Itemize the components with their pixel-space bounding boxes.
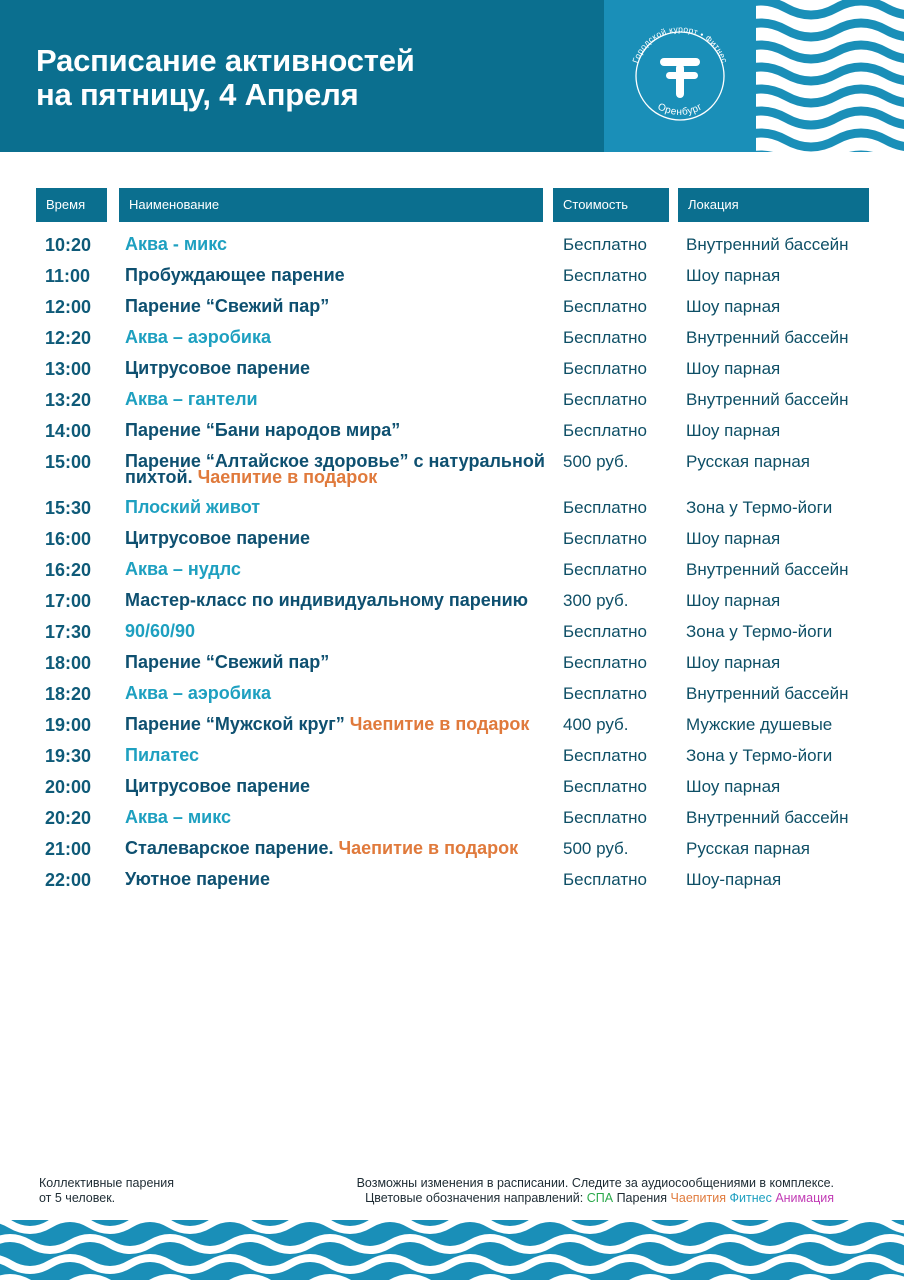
wave-pattern-bottom-icon — [0, 1220, 904, 1280]
row-cost: Бесплатно — [563, 498, 647, 517]
column-header-cost: Стоимость — [553, 188, 669, 222]
row-name-text: Уютное парение — [125, 869, 270, 889]
row-time: 16:20 — [45, 560, 92, 580]
column-header-time: Время — [36, 188, 107, 222]
row-location: Шоу парная — [686, 529, 781, 548]
row-time: 12:20 — [45, 328, 92, 348]
footer-note-line-1: Коллективные парения — [39, 1176, 175, 1190]
row-name — [125, 329, 545, 345]
logo — [604, 0, 756, 152]
row-name — [125, 360, 545, 376]
row-location: Шоу парная — [686, 297, 781, 316]
row-time: 13:20 — [45, 390, 92, 410]
row-location: Русская парная — [686, 452, 811, 471]
row-cost: Бесплатно — [563, 328, 647, 347]
row-cost: Бесплатно — [563, 560, 647, 579]
table-row — [0, 233, 904, 264]
column-header-name: Наименование — [119, 188, 543, 222]
table-row — [0, 558, 904, 589]
logo-emblem-icon — [604, 0, 756, 152]
row-location: Внутренний бассейн — [686, 684, 849, 703]
row-time: 19:00 — [45, 715, 92, 735]
row-name-text: Цитрусовое парение — [125, 528, 311, 548]
row-cost: 400 руб. — [563, 715, 629, 734]
row-name-text: Аква - микс — [125, 234, 228, 254]
row-cost: Бесплатно — [563, 808, 647, 827]
schedule-table — [0, 233, 904, 899]
page-title — [36, 44, 415, 112]
footer-legend — [357, 1191, 834, 1206]
row-cost: Бесплатно — [563, 777, 647, 796]
row-name-text: Цитрусовое парение — [125, 358, 311, 378]
row-name-text: Мастер-класс по индивидуальному парению — [125, 590, 529, 610]
row-time: 13:00 — [45, 359, 92, 379]
logo-text-bottom: Оренбург — [655, 101, 705, 118]
row-name-text: Аква – нудлс — [125, 559, 241, 579]
row-name — [125, 654, 545, 670]
row-name-text: Парение “Мужской круг” — [125, 714, 345, 734]
row-time: 11:00 — [45, 266, 91, 286]
header-banner — [0, 0, 904, 152]
row-time: 15:00 — [45, 452, 92, 472]
table-row — [0, 744, 904, 775]
row-name — [125, 236, 545, 252]
row-location: Шоу парная — [686, 266, 781, 285]
logo-text-top: Городской курорт • Фитнес — [630, 23, 730, 65]
row-cost: 500 руб. — [563, 452, 629, 471]
row-time: 22:00 — [45, 870, 92, 890]
row-name — [125, 840, 545, 856]
row-name-text: Пробуждающее парение — [125, 265, 345, 285]
table-row — [0, 450, 904, 496]
row-time: 18:20 — [45, 684, 92, 704]
row-name — [125, 809, 545, 825]
row-location: Зона у Термо-йоги — [686, 622, 833, 641]
row-name-text: Цитрусовое парение — [125, 776, 311, 796]
row-location: Внутренний бассейн — [686, 808, 849, 827]
row-location: Шоу парная — [686, 421, 781, 440]
row-time: 21:00 — [45, 839, 92, 859]
row-location: Внутренний бассейн — [686, 560, 849, 579]
row-location: Русская парная — [686, 839, 811, 858]
table-row — [0, 295, 904, 326]
row-name-text: Парение “Свежий пар” — [125, 296, 330, 316]
row-location: Внутренний бассейн — [686, 390, 849, 409]
row-time: 17:00 — [45, 591, 92, 611]
row-name-gift: Чаепитие в подарок — [349, 714, 530, 734]
row-time: 16:00 — [45, 529, 92, 549]
row-name — [125, 716, 545, 732]
row-name — [125, 871, 545, 887]
legend-tea: Чаепития — [670, 1191, 727, 1205]
row-location: Шоу парная — [686, 653, 781, 672]
row-name-gift: Чаепитие в подарок — [197, 467, 378, 487]
row-cost: Бесплатно — [563, 622, 647, 641]
table-row — [0, 713, 904, 744]
row-time: 20:20 — [45, 808, 92, 828]
row-name-text: 90/60/90 — [125, 621, 196, 641]
table-row — [0, 682, 904, 713]
row-name-text: Сталеварское парение. — [125, 838, 334, 858]
row-location: Шоу парная — [686, 591, 781, 610]
row-name-text: Аква – микс — [125, 807, 232, 827]
legend-spa: СПА — [586, 1191, 614, 1205]
row-name — [125, 298, 545, 314]
legend-steam: Парения — [616, 1191, 668, 1205]
row-name-text: Плоский живот — [125, 497, 261, 517]
row-name — [125, 623, 545, 639]
table-row — [0, 326, 904, 357]
row-cost: Бесплатно — [563, 390, 647, 409]
legend-animation: Анимация — [775, 1191, 834, 1205]
row-name-text: Парение “Бани народов мира” — [125, 420, 401, 440]
row-name — [125, 747, 545, 763]
row-name — [125, 530, 545, 546]
row-location: Зона у Термо-йоги — [686, 746, 833, 765]
row-cost: 500 руб. — [563, 839, 629, 858]
footer-note — [39, 1176, 174, 1206]
row-location: Зона у Термо-йоги — [686, 498, 833, 517]
table-row — [0, 388, 904, 419]
table-row — [0, 527, 904, 558]
row-time: 12:00 — [45, 297, 92, 317]
table-row — [0, 651, 904, 682]
row-name-text: Пилатес — [125, 745, 200, 765]
table-row — [0, 419, 904, 450]
row-name — [125, 592, 545, 608]
table-row — [0, 589, 904, 620]
row-cost: Бесплатно — [563, 421, 647, 440]
row-location: Шоу-парная — [686, 870, 782, 889]
table-row — [0, 775, 904, 806]
row-name-text: Аква – аэробика — [125, 683, 272, 703]
legend-fitness: Фитнес — [729, 1191, 772, 1205]
row-cost: Бесплатно — [563, 653, 647, 672]
row-location: Мужские душевые — [686, 715, 833, 734]
footer-info — [357, 1176, 834, 1206]
row-name-text: Аква – гантели — [125, 389, 258, 409]
row-cost: Бесплатно — [563, 297, 647, 316]
legend-prefix: Цветовые обозначения направлений: — [365, 1191, 584, 1205]
table-row — [0, 264, 904, 295]
wave-pattern-icon — [756, 0, 904, 152]
row-name — [125, 778, 545, 794]
row-name — [125, 267, 545, 283]
row-time: 19:30 — [45, 746, 92, 766]
footer-note-line-2: от 5 человек. — [39, 1191, 116, 1205]
row-name-text: Парение “Алтайское здоровье” с натуральной пихтой. — [125, 451, 545, 487]
row-location: Внутренний бассейн — [686, 328, 849, 347]
title-line-1: Расписание активностей — [36, 43, 415, 78]
row-cost: Бесплатно — [563, 746, 647, 765]
row-time: 14:00 — [45, 421, 92, 441]
row-name-text: Парение “Свежий пар” — [125, 652, 330, 672]
table-row — [0, 868, 904, 899]
row-cost: Бесплатно — [563, 359, 647, 378]
row-name — [125, 391, 545, 407]
row-location: Шоу парная — [686, 359, 781, 378]
row-time: 10:20 — [45, 235, 92, 255]
table-row — [0, 620, 904, 651]
row-location: Внутренний бассейн — [686, 235, 849, 254]
row-time: 18:00 — [45, 653, 92, 673]
svg-text:Оренбург — [656, 101, 705, 117]
row-name-gift: Чаепитие в подарок — [338, 838, 519, 858]
row-name — [125, 685, 545, 701]
title-line-2: на пятницу, 4 Апреля — [36, 77, 359, 112]
row-name-text: Аква – аэробика — [125, 327, 272, 347]
row-time: 20:00 — [45, 777, 92, 797]
row-location: Шоу парная — [686, 777, 781, 796]
row-name — [125, 499, 545, 515]
row-cost: Бесплатно — [563, 235, 647, 254]
table-row — [0, 806, 904, 837]
row-name — [125, 422, 545, 438]
row-cost: Бесплатно — [563, 870, 647, 889]
footer-changes-note: Возможны изменения в расписании. Следите за аудиосообщениями в комплексе. — [356, 1176, 834, 1190]
row-time: 17:30 — [45, 622, 92, 642]
row-cost: Бесплатно — [563, 266, 647, 285]
row-time: 15:30 — [45, 498, 92, 518]
column-header-location: Локация — [678, 188, 869, 222]
row-cost: Бесплатно — [563, 684, 647, 703]
row-cost: 300 руб. — [563, 591, 629, 610]
row-name — [125, 561, 545, 577]
table-row — [0, 837, 904, 868]
row-name — [125, 453, 545, 485]
table-row — [0, 496, 904, 527]
row-cost: Бесплатно — [563, 529, 647, 548]
table-row — [0, 357, 904, 388]
